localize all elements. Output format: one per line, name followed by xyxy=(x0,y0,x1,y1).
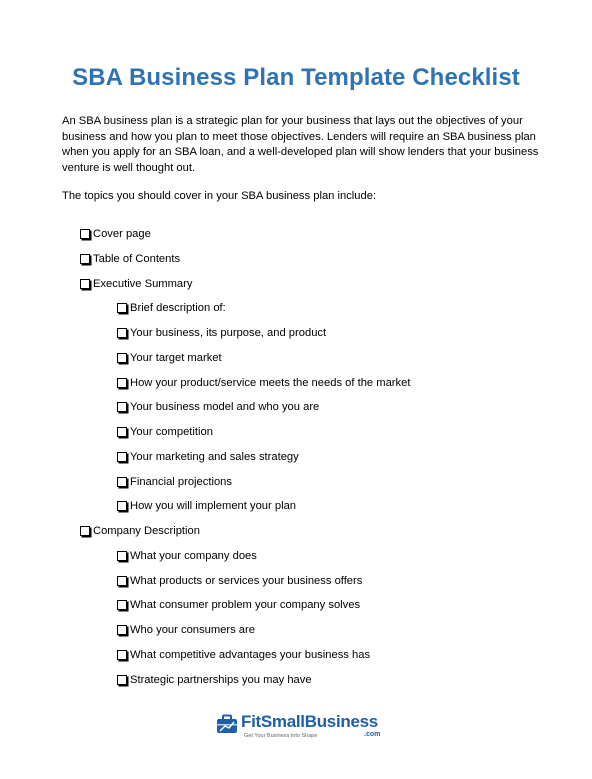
checklist-item-label: How you will implement your plan xyxy=(130,500,297,513)
checklist-item-label: Executive Summary xyxy=(93,277,193,290)
checkbox-icon[interactable] xyxy=(117,625,127,635)
fitsmallbusiness-logo xyxy=(216,712,386,744)
checklist-item-label: Your target market xyxy=(130,351,222,364)
checkbox-icon[interactable] xyxy=(117,402,127,412)
checklist-item-label: What your company does xyxy=(130,549,257,562)
checkbox-icon[interactable] xyxy=(117,600,127,610)
checklist-item-label: Cover page xyxy=(93,228,151,240)
checkbox-icon[interactable] xyxy=(117,501,127,511)
checkbox-icon[interactable] xyxy=(117,303,127,313)
checklist-item xyxy=(80,523,200,539)
checkbox-icon[interactable] xyxy=(117,576,127,586)
checkbox-icon[interactable] xyxy=(80,279,90,289)
checklist-item-label: Your business, its purpose, and product xyxy=(130,327,327,339)
checklist-item xyxy=(117,424,213,440)
checklist-item-label: Who your consumers are xyxy=(130,624,255,636)
checkbox-icon[interactable] xyxy=(80,254,90,264)
logo-tagline: Get Your Business Into Shape xyxy=(244,733,318,739)
checkbox-icon[interactable] xyxy=(80,526,90,536)
checklist-item-label: How your product/service meets the needs of the market xyxy=(130,376,411,389)
checklist-item xyxy=(117,498,296,514)
checkbox-icon[interactable] xyxy=(117,353,127,363)
checklist-item-label: Brief description of: xyxy=(130,302,226,315)
logo-name-part1: Fit xyxy=(241,712,261,731)
checklist-item xyxy=(117,573,362,589)
checklist-item xyxy=(117,350,222,366)
checklist-item xyxy=(80,251,180,267)
briefcase-icon xyxy=(216,714,238,734)
checkbox-icon[interactable] xyxy=(117,427,127,437)
checklist-item xyxy=(117,399,319,415)
topics-intro: The topics you should cover in your SBA business plan include: xyxy=(62,190,377,202)
checklist-item-label: Company Description xyxy=(93,525,200,537)
checkbox-icon[interactable] xyxy=(117,675,127,685)
checklist-item-label: Strategic partnerships you may have xyxy=(130,673,312,686)
checklist-item-label: Your competition xyxy=(130,426,213,438)
checklist-item xyxy=(117,597,360,613)
checklist-item-label: What products or services your business offers xyxy=(130,574,363,587)
checklist-item-label: What consumer problem your company solves xyxy=(130,599,361,612)
checklist-item xyxy=(117,325,326,341)
checklist-item-label: Financial projections xyxy=(130,475,232,488)
page-title: SBA Business Plan Template Checklist xyxy=(72,64,520,91)
checklist-item xyxy=(117,647,370,663)
checkbox-icon[interactable] xyxy=(117,452,127,462)
checklist-item-label: What competitive advantages your business has xyxy=(130,648,371,661)
checkbox-icon[interactable] xyxy=(117,650,127,660)
checkbox-icon[interactable] xyxy=(117,551,127,561)
checklist-item xyxy=(117,672,312,688)
checklist-item xyxy=(117,300,226,316)
checkbox-icon[interactable] xyxy=(117,477,127,487)
checklist-item-label: Your marketing and sales strategy xyxy=(130,450,299,463)
checklist-item xyxy=(117,375,410,391)
checklist-item-label: Your business model and who you are xyxy=(130,401,320,414)
checklist-item xyxy=(117,449,299,465)
checkbox-icon[interactable] xyxy=(117,378,127,388)
checkbox-icon[interactable] xyxy=(80,229,90,239)
checklist-item-label: Table of Contents xyxy=(93,252,181,265)
checklist-item xyxy=(117,622,255,638)
logo-name-part2: SmallBusiness xyxy=(260,712,378,731)
checklist-item xyxy=(117,548,257,564)
checkbox-icon[interactable] xyxy=(117,328,127,338)
checklist-item xyxy=(80,226,151,242)
checklist-item xyxy=(117,474,232,490)
checklist-item xyxy=(80,276,192,292)
logo-suffix: .com xyxy=(364,731,381,738)
logo-wordmark xyxy=(241,712,378,732)
intro-paragraph: An SBA business plan is a strategic plan for your business that lays out the objectives of your business and how you plan to meet those objectives. Lenders will require an SBA business plan when you apply for an SBA loan, and a well-developed plan will show lenders that your business venture is well thought out. xyxy=(62,115,539,174)
